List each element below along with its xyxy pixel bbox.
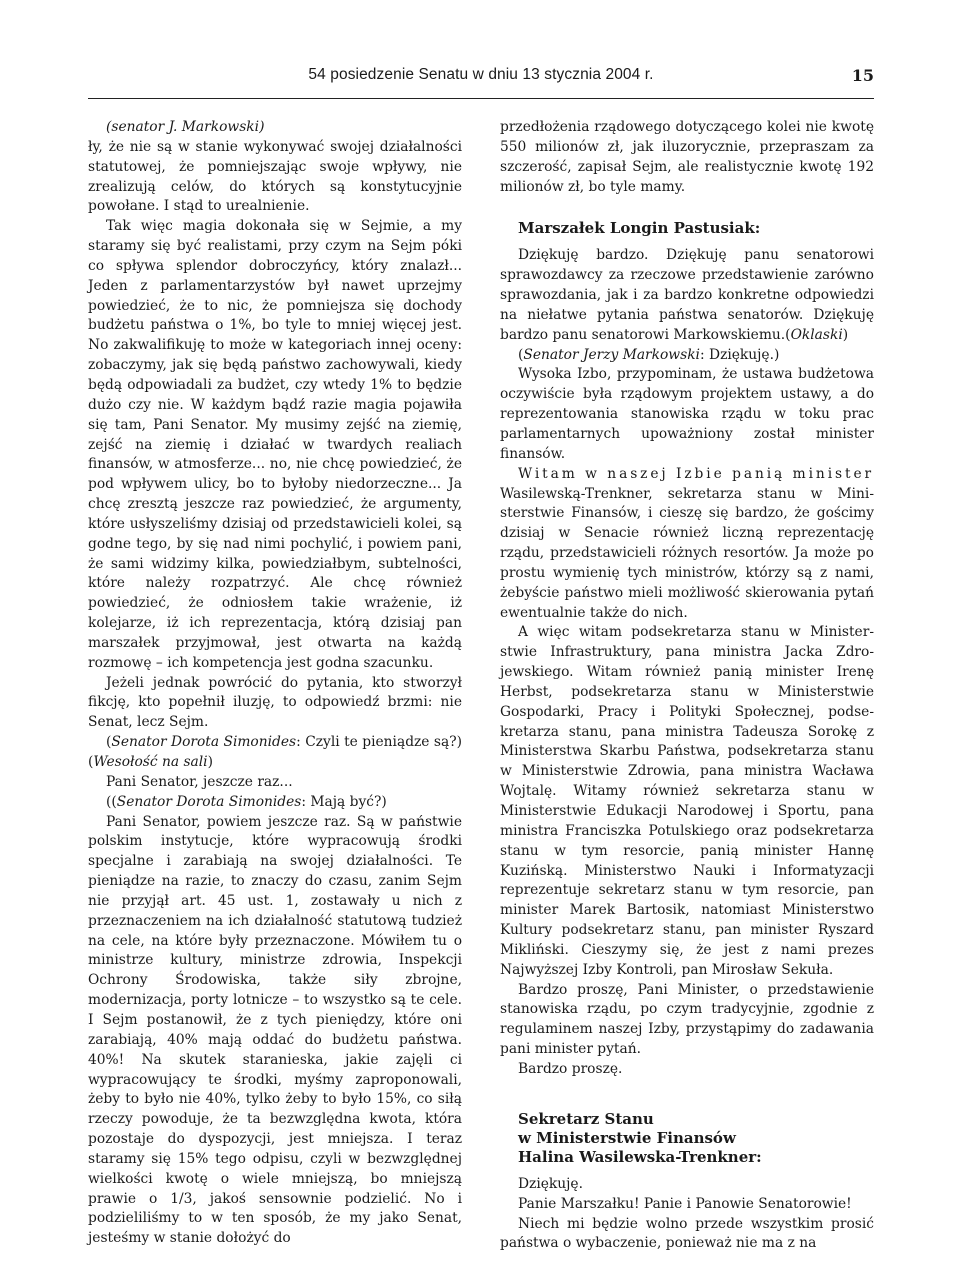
speaker-heading: Marszałek Longin Pastusiak:: [518, 219, 761, 238]
paragraph: Dziękuję.: [518, 1175, 583, 1192]
paragraph-close: ): [842, 326, 849, 343]
speaker-heading: [500, 1110, 874, 1167]
left-column: [88, 118, 462, 1249]
paragraph: Panie Marszałku! Panie i Panowie Senatorowie!: [518, 1195, 852, 1212]
paragraph: Wysoka Izbo, przypominam, że ustawa budżetowa oczywiście była rządowym projektem ustawy, a do reprezentowania stanowiska rządu w toku prac parlamentarnych upoważniony został minister finansów.: [500, 366, 874, 462]
header-title: 54 posiedzenie Senatu w dniu 13 stycznia 2004 r.: [308, 66, 654, 83]
reaction: Oklaski: [790, 326, 843, 343]
interjection-text: : Mają być?): [301, 793, 387, 810]
interjection-close: ): [207, 754, 213, 770]
paragraph: Bardzo proszę, Pani Minister, o przedstawienie stanowiska rządu, po czym tradycyjnie, zgodnie z regulaminem naszej Izby, przystąpimy do zadawania pani minister pytań.: [500, 981, 874, 1058]
interjection-open: (: [518, 346, 524, 363]
paragraph-text: Dziękuję bardzo. Dziękuję panu senatorowi sprawozdawcy za rzeczowe przedstawienie zarówno sprawozdania, jak i za bardzo konkretne odpowiedzi na niełatwe pytania państwa senatorów. Dziękuję bardzo panu senatorowi Markowskiemu.(: [500, 247, 874, 343]
paragraph-text: Wasilewską-Trenkner, sekretarza stanu w Ministerstwie Finansów, i cieszę się bardzo, że gościmy dzisiaj w Senacie również liczną reprezentację rządu, przedstawicieli różnych resortów. Ja może po prostu wymienię tych ministrów, którzy są z nami, żebyście państwo mieli możliwość skierowania pytań ewentualnie także do nich.: [500, 485, 874, 621]
interjection-speaker: Senator Dorota Simonides: [116, 793, 302, 810]
paragraph: ły, że nie są w stanie wykonywać swojej działalności statutowej, że pomniejszając swoje wpływy, nie zrealizują celów, do których są konstytucyjnie powołane. I stąd to urealnienie.: [88, 138, 462, 215]
speaker-heading-line: w Ministerstwie Finansów: [518, 1128, 736, 1147]
interjection-open: (: [106, 734, 112, 751]
paragraph: [500, 465, 874, 624]
paragraph: Jeżeli jednak powrócić do pytania, kto stworzył fikcję, kto popełnił iluzję, to odpowiedź brzmi: nie Senat, lecz Sejm.: [88, 674, 462, 731]
interjection-speaker: Senator Jerzy Markowski: [523, 346, 700, 363]
interjection: [88, 733, 462, 773]
interjection-text: : Czyli te pieniądze są?) (: [88, 734, 462, 770]
paragraph: [500, 246, 874, 345]
paragraph: Bardzo proszę.: [518, 1060, 623, 1077]
page-number: 15: [851, 66, 874, 85]
speaker-heading-line: Halina Wasilewska-Trenkner:: [518, 1147, 762, 1166]
paragraph: przedłożenia rządowego dotyczącego kolei nie kwotę 550 milionów zł, jak iluzorycznie, przepraszam za szczerość, zapisał Sejm, ale realistycznie kwotę 192 milionów zł, bo tyle mamy.: [500, 119, 874, 195]
speaker-heading-line: Sekretarz Stanu: [518, 1109, 654, 1128]
paragraph: Pani Senator, jeszcze raz...: [106, 773, 293, 790]
paragraph: A więc witam podsekretarza stanu w Ministerstwie Infrastruktury, pana ministra Jacka Zdrojewskiego. Witam również panią minister Irenę Herbst, podsekretarza stanu w Ministerstwie Gospodarki, Pracy i Polityki Społecznej, podsekretarza stanu, pana ministra Tadeusza Sorokę z Ministerstwa Skarbu Państwa, podsekretarza stanu w Ministerstwie Zdrowia, pana ministra Wacława Wojtalę. Witamy również sekretarza stanu w Ministerstwie Edukacji Narodowej i Sportu, pana ministra Franciszka Potulskiego oraz podsekretarza stanu w tym resorcie, panią minister Hannę Kuzińską. Ministerstwo Nauki i Informatyzacji reprezentuje sekretarz stanu w tym resorcie, pan minister Marek Bartosik, natomiast Ministerstwo Kultury podsekretarz stanu, pan minister Ryszard Mikliński. Cieszymy się, że jest z nami prezes Najwyższej Izby Kontroli, pan Mirosław Sekuła.: [500, 624, 874, 978]
paragraph: Niech mi będzie wolno przede wszystkim prosić państwa o wybaczenie, ponieważ nie ma z na: [500, 1215, 874, 1252]
interjection-open: ((: [106, 793, 117, 810]
reaction: Wesołość na sali: [93, 754, 208, 770]
interjection-speaker: Senator Dorota Simonides: [111, 734, 297, 751]
interjection: [88, 793, 462, 813]
interjection-text: : Dziękuję.): [699, 346, 780, 363]
right-column: [500, 118, 874, 1254]
paragraph: Tak więc magia dokonała się w Sejmie, a my staramy się być realistami, przy czym na Sejm póki co spływa splendor dobroczyńcy, który znalazł... Jeden z parlamentarzystów był nawet uprzejmy powiedzieć, że to nic, że pomniejsza się dochody budżetu państwa o 1%, bo tyle to mniej więcej jest. No zakwalifikuję to może w kategoriach innej oceny: zobaczymy, jak się będą państwo zachowywali, kiedy będą odpowiadali za budżet, czy wtedy 1% to będzie dużo czy nie. W każdym bądź razie magia pojawiła się tam, Pani Senator. My musimy zejść na ziemię, zejść na ziemię i działać w twardych realiach finansów, w atmosferze... no, nie chcę powiedzieć, że pod wpływem ulicy, bo to byłoby niedorzeczne... Ja chcę zresztą jeszcze raz powiedzieć, że argumenty, które usłyszeliśmy dzisiaj od przedstawicieli kolei, są godne tego, by się nad nimi pochylić, i powiem pani, że sami widzimy kilka, powiedziałbym, subtelności, które należy rozpatrzyć. Ale chcę również powiedzieć, że odniosłem takie wrażenie, iż kolejarze, iż ich reprezentacja, którą dzisiaj pan marszałek przyjmował, jest otwarta na każdą rozmowę – ich kompetencja jest godna szacunku.: [88, 218, 462, 671]
running-header: [88, 62, 874, 99]
speaker-tag: (senator J. Markowski): [106, 119, 265, 135]
spaced-text: Witam w naszej Izbie panią minister: [518, 465, 874, 482]
interjection: [500, 346, 874, 366]
paragraph: Pani Senator, powiem jeszcze raz. Są w państwie polskim instytucje, które wypracowują środki specjalne i zarabiają na swojej działalności. Te pieniądze na razie, to znaczy do czasu, zanim Sejm nie przyjął art. 45 ust. 1, zostawały u nich z przeznaczeniem na ich działalność statutową tudzież na cele, na które były przeznaczone. Mówiłem tu o ministrze kultury, ministrze zdrowia, Inspekcji Ochrony Środowiska, także siły zbrojne, modernizacja, porty lotnicze – to wszystko są te cele. I Sejm postanowił, że z tych pieniędzy, które oni zarabiają, 40% mają oddać do budżetu państwa. 40%! Na skutek staranieska, jakie zajęli ci wypracowujący te środki, myśmy zaproponowali, żeby to było nie 40%, tylko żeby to było 15%, co siłą rzeczy powoduje, że ta bezwzględna kwota, która pozostaje do dyspozycji, jest mniejsza. I teraz staramy się 15% tego odpisu, czyli w bezwzględnej wielkości kwotę o wiele mniejszą, bo mniejszą prawie o 1/3, jakoś sensownie podzielić. No i podzieliliśmy to w ten sposób, że my jako Senat, jesteśmy w stanie dołożyć do: [88, 813, 462, 1247]
